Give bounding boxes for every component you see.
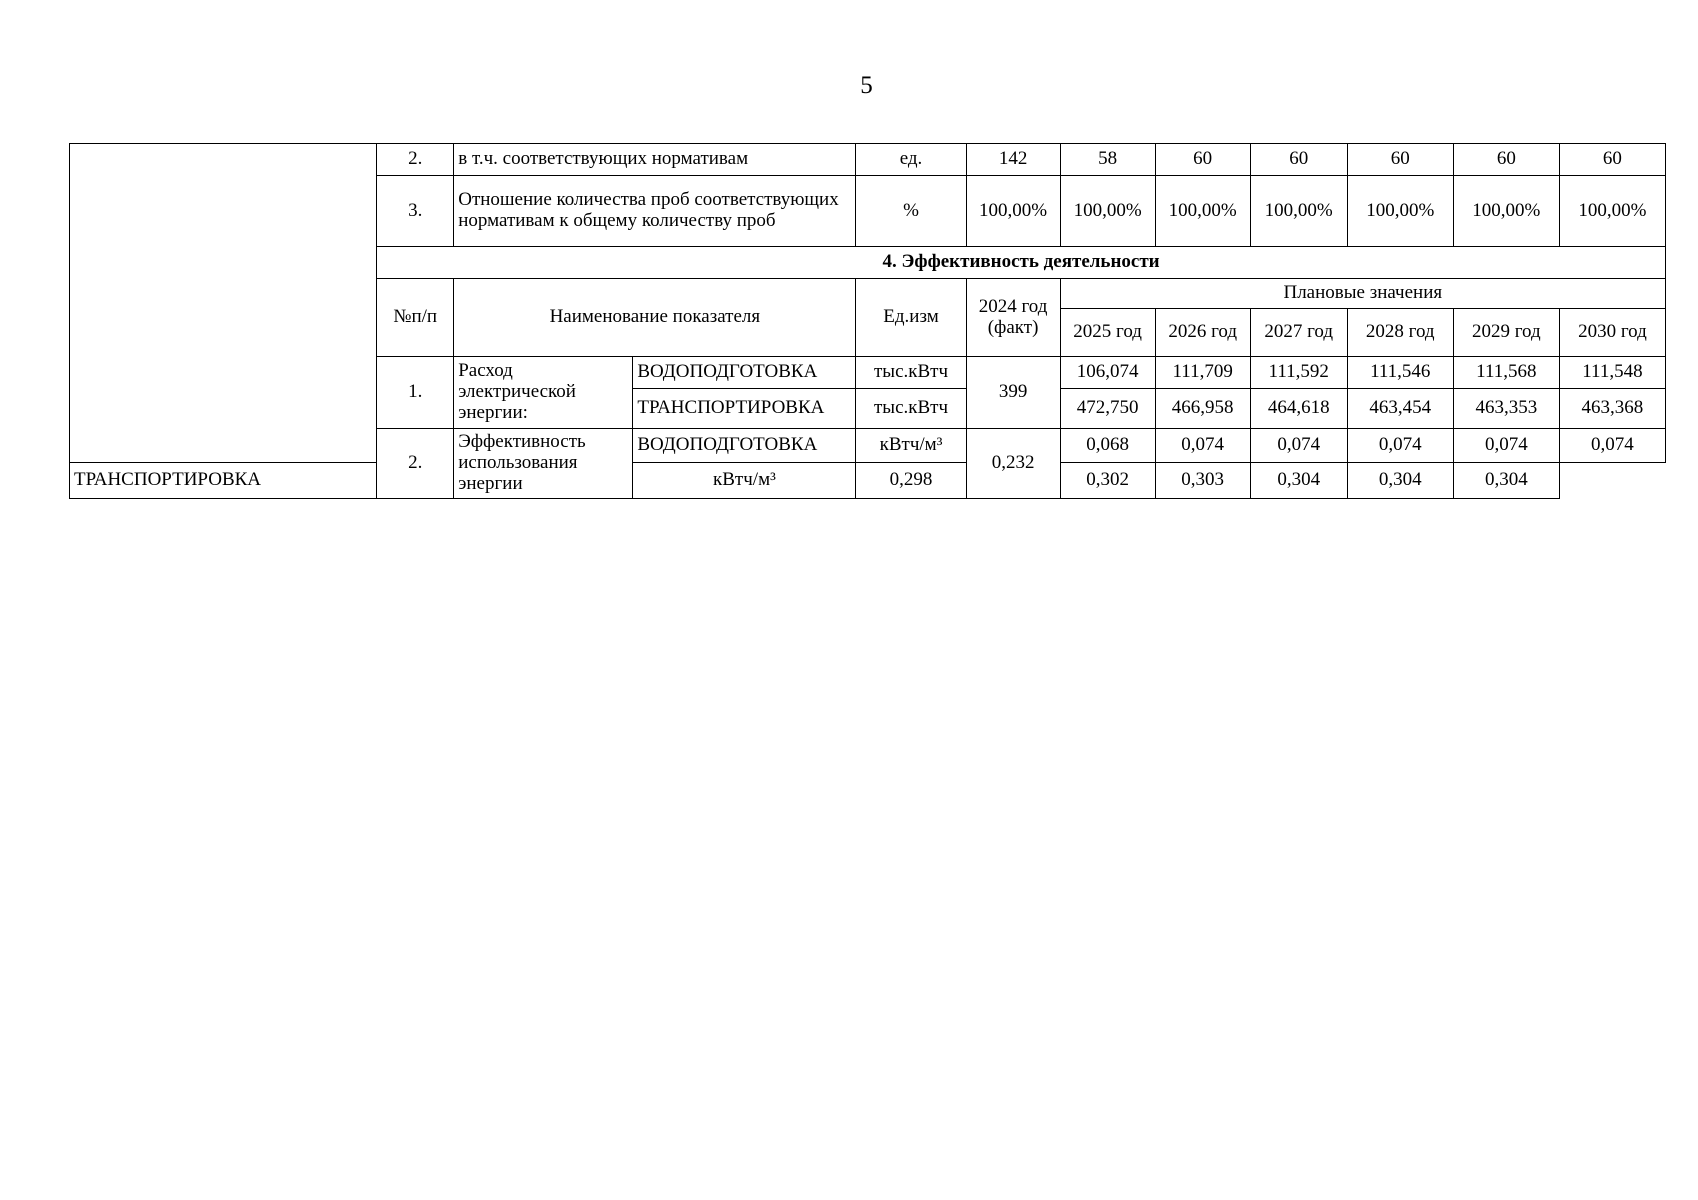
value-cell: 0,074: [1347, 429, 1453, 463]
value-cell: 111,546: [1347, 357, 1453, 389]
header-fact: 2024 год (факт): [966, 279, 1060, 357]
header-year: 2025 год: [1060, 309, 1155, 357]
header-num: №п/п: [377, 279, 454, 357]
header-year: 2028 год: [1347, 309, 1453, 357]
indicator-name: Эффективность использования энергии: [454, 429, 633, 499]
value-cell: 463,454: [1347, 389, 1453, 429]
value-cell: 100,00%: [1155, 176, 1250, 247]
value-cell: 0,068: [1060, 429, 1155, 463]
table-row: [70, 144, 1666, 176]
value-cell: 100,00%: [1347, 176, 1453, 247]
section-title: 4. Эффективность деятельности: [377, 247, 1666, 279]
unit-cell: тыс.кВтч: [856, 389, 966, 429]
value-cell: 60: [1453, 144, 1559, 176]
value-cell: 106,074: [1060, 357, 1155, 389]
sub-indicator-label: ВОДОПОДГОТОВКА: [633, 429, 856, 463]
value-cell: 0,304: [1453, 463, 1559, 499]
row-number: 3.: [377, 176, 454, 247]
value-cell: 466,958: [1155, 389, 1250, 429]
value-cell: 0,074: [1453, 429, 1559, 463]
unit-cell: тыс.кВтч: [856, 357, 966, 389]
unit-cell: кВтч/м³: [856, 429, 966, 463]
fact-value: 0,232: [966, 429, 1060, 499]
value-cell: 111,568: [1453, 357, 1559, 389]
value-cell: 464,618: [1250, 389, 1347, 429]
page-number: 5: [860, 72, 873, 99]
value-cell: 60: [1347, 144, 1453, 176]
value-cell: 58: [1060, 144, 1155, 176]
header-year: 2026 год: [1155, 309, 1250, 357]
value-cell: 100,00%: [966, 176, 1060, 247]
fact-value: 399: [966, 357, 1060, 429]
value-cell: 60: [1155, 144, 1250, 176]
sub-indicator-label: ТРАНСПОРТИРОВКА: [70, 463, 377, 499]
indicators-table: [69, 143, 1666, 499]
unit-cell: кВтч/м³: [633, 463, 856, 499]
row-number: 1.: [377, 357, 454, 429]
value-cell: 0,074: [1250, 429, 1347, 463]
value-cell: 100,00%: [1453, 176, 1559, 247]
value-cell: 0,302: [1060, 463, 1155, 499]
left-blank-cell: [70, 144, 377, 463]
value-cell: 100,00%: [1250, 176, 1347, 247]
row-number: 2.: [377, 429, 454, 499]
value-cell: 0,304: [1347, 463, 1453, 499]
value-cell: 60: [1559, 144, 1665, 176]
header-unit: Ед.изм: [856, 279, 966, 357]
indicator-name: Расход электрической энергии:: [454, 357, 633, 429]
sub-indicator-label: ВОДОПОДГОТОВКА: [633, 357, 856, 389]
unit-cell: %: [856, 176, 966, 247]
value-cell: 463,353: [1453, 389, 1559, 429]
unit-cell: ед.: [856, 144, 966, 176]
header-planned: Плановые значения: [1060, 279, 1665, 309]
indicator-name: Отношение количества проб соответствующих нормативам к общему количеству проб: [454, 176, 856, 247]
value-cell: 111,548: [1559, 357, 1665, 389]
value-cell: 0,074: [1559, 429, 1665, 463]
header-year: 2030 год: [1559, 309, 1665, 357]
value-cell: 472,750: [1060, 389, 1155, 429]
value-cell: 60: [1250, 144, 1347, 176]
value-cell: 100,00%: [1060, 176, 1155, 247]
value-cell: 111,709: [1155, 357, 1250, 389]
header-name: Наименование показателя: [454, 279, 856, 357]
value-cell: 111,592: [1250, 357, 1347, 389]
sub-indicator-label: ТРАНСПОРТИРОВКА: [633, 389, 856, 429]
table-row: [70, 463, 1666, 499]
value-cell: 100,00%: [1559, 176, 1665, 247]
header-year: 2027 год: [1250, 309, 1347, 357]
value-cell: 463,368: [1559, 389, 1665, 429]
value-cell: 0,298: [856, 463, 966, 499]
value-cell: 142: [966, 144, 1060, 176]
row-number: 2.: [377, 144, 454, 176]
value-cell: 0,304: [1250, 463, 1347, 499]
value-cell: 0,074: [1155, 429, 1250, 463]
header-year: 2029 год: [1453, 309, 1559, 357]
value-cell: 0,303: [1155, 463, 1250, 499]
indicator-name: в т.ч. соответствующих нормативам: [454, 144, 856, 176]
